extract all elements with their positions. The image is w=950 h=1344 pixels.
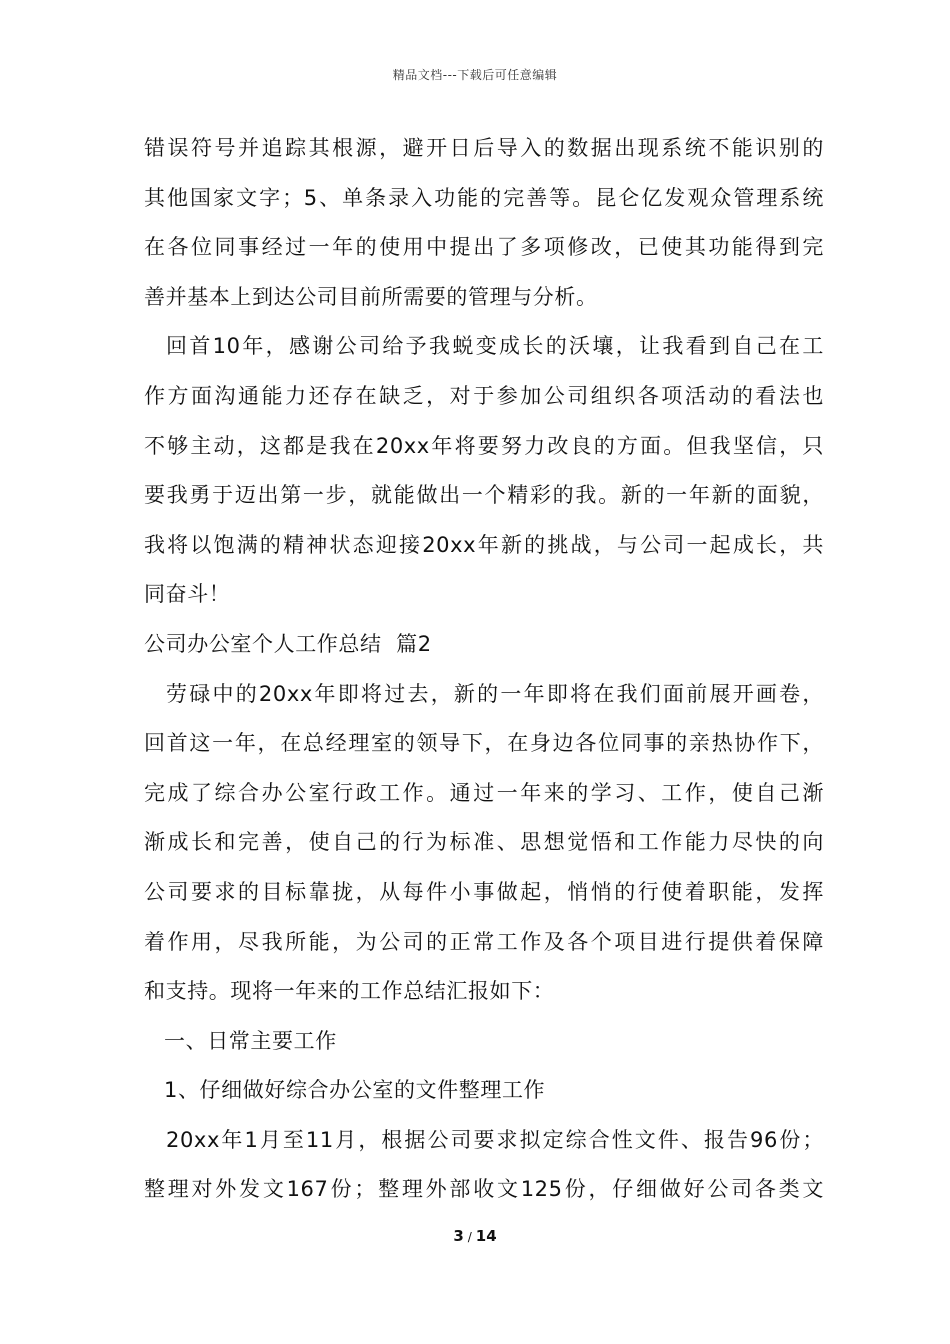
body-line: 作方面沟通能力还存在缺乏，对于参加公司组织各项活动的看法也: [144, 383, 824, 408]
body-line: 错误符号并追踪其根源，避开日后导入的数据出现系统不能识别的: [144, 136, 824, 160]
body-line: 着作用，尽我所能，为公司的正常工作及各个项目进行提供着保障: [144, 929, 824, 954]
body-line: 公司要求的目标靠拢，从每件小事做起，悄悄的行使着职能，发挥: [144, 879, 824, 904]
current-page-number: 3: [453, 1227, 464, 1245]
section-heading: 公司办公室个人工作总结 篇2: [144, 631, 432, 656]
body-line: 我将以饱满的精神状态迎接20xx年新的挑战，与公司一起成长，共: [144, 532, 824, 557]
body-line: 完成了综合办公室行政工作。通过一年来的学习、工作，使自己渐: [144, 780, 824, 805]
page-number: [0, 1227, 950, 1245]
paragraph-start-line: 回首10年，感谢公司给予我蜕变成长的沃壤，让我看到自己在工: [166, 334, 824, 359]
body-line: 回首这一年，在总经理室的领导下，在身边各位同事的亲热协作下，: [144, 731, 824, 756]
page-header: 精品文档---下载后可任意编辑: [392, 68, 558, 82]
body-line: 在各位同事经过一年的使用中提出了多项修改，已使其功能得到完: [144, 235, 824, 260]
body-line: 整理对外发文167份；整理外部收文125份，仔细做好公司各类文: [144, 1177, 824, 1202]
document-body: [144, 124, 824, 1215]
paragraph-start-line: 20xx年1月至11月，根据公司要求拟定综合性文件、报告96份；: [166, 1127, 824, 1152]
body-line: 渐成长和完善，使自己的行为标准、思想觉悟和工作能力尽快的向: [144, 830, 824, 855]
subheading: 一、日常主要工作: [164, 1028, 337, 1053]
paragraph-start-line: 劳碌中的20xx年即将过去，新的一年即将在我们面前展开画卷，: [166, 681, 824, 706]
body-line: 和支持。现将一年来的工作总结汇报如下：: [144, 979, 555, 1004]
body-line: 不够主动，这都是我在20xx年将要努力改良的方面。但我坚信，只: [144, 433, 824, 458]
page-separator: /: [467, 1230, 472, 1244]
subheading: 1、仔细做好综合办公室的文件整理工作: [164, 1078, 546, 1103]
body-line: 要我勇于迈出第一步，就能做出一个精彩的我。新的一年新的面貌，: [144, 483, 824, 508]
body-line: 同奋斗！: [144, 582, 231, 607]
body-line: 善并基本上到达公司目前所需要的管理与分析。: [144, 284, 598, 309]
body-line: 其他国家文字；5、单条录入功能的完善等。昆仑亿发观众管理系统: [144, 185, 824, 210]
total-pages-number: 14: [475, 1227, 497, 1245]
